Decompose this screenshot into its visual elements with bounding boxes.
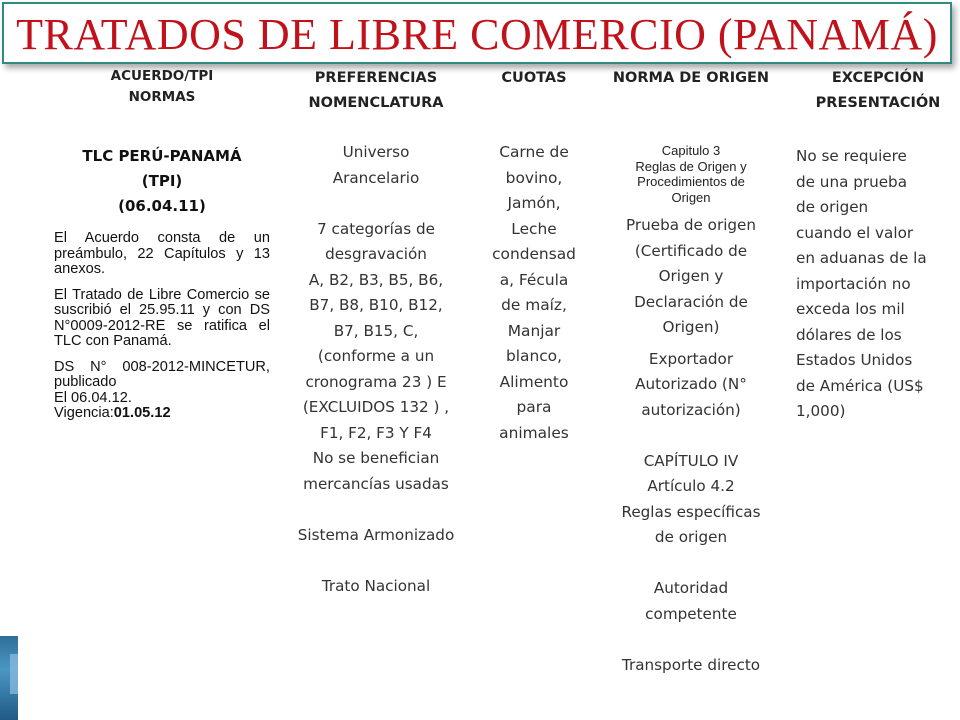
text-line: A, B2, B3, B5, B6, (308, 270, 444, 289)
text-line: Transporte directo (621, 655, 761, 674)
text-line: de América (US$ (796, 376, 924, 395)
text-line: (conforme a un (317, 347, 435, 365)
text-line: Declaración de (634, 292, 748, 311)
text-line (280, 191, 472, 217)
text-line: No se benefician (312, 449, 440, 467)
text-line: Autoridad (653, 579, 729, 597)
text-line (600, 627, 782, 653)
text-line: cronograma 23 ) E (305, 372, 447, 391)
text-line: cuando el valor (796, 223, 914, 242)
header-line: NORMAS (128, 89, 196, 105)
text-line: Manjar (507, 321, 561, 340)
text-line: mercancías usadas (303, 474, 449, 493)
text-line: Exportador (648, 349, 734, 368)
text-line: Sistema Armonizado (297, 525, 455, 544)
text-line: Alimento (499, 372, 569, 391)
header-line: PREFERENCIAS (314, 70, 438, 86)
header-line: CUOTAS (501, 70, 567, 86)
text-line: No se requiere (796, 147, 907, 165)
agreement-name (54, 144, 270, 219)
text-line: (EXCLUIDOS 132 ) , (302, 398, 450, 416)
column-excepcion (796, 66, 960, 425)
ds-vigencia (54, 406, 270, 422)
text-line: a, Fécula (499, 270, 569, 289)
text-line: Reglas específicas (621, 502, 761, 521)
text-line: B7, B8, B10, B12, (309, 296, 443, 314)
agreement-type: (TPI) (141, 172, 183, 190)
header-line: NORMA DE ORIGEN (612, 70, 770, 86)
text-line: Autorizado (N° (635, 375, 747, 393)
text-line: en aduanas de la (796, 249, 927, 267)
text-line: importación no (796, 274, 911, 293)
text-line: Carne de (499, 143, 569, 161)
norma-origen-content (600, 213, 782, 678)
header-line: EXCEPCIÓN (831, 70, 925, 86)
text-line: CAPÍTULO IV (643, 451, 739, 470)
ds-date: El 06.04.12. (54, 389, 132, 406)
paragraph-ds (54, 360, 270, 422)
text-line: dólares de los (796, 325, 902, 344)
header-line: PRESENTACIÓN (815, 95, 941, 111)
agreement-title: TLC PERÚ-PANAMÁ (82, 147, 242, 165)
column-header-excepcion (796, 66, 960, 116)
text-line: Prueba de origen (625, 216, 757, 234)
preferencias-content (280, 140, 472, 599)
text-line: B7, B15, C, (333, 321, 419, 340)
page-title: TRATADOS DE LIBRE COMERCIO (PANAMÁ) (16, 10, 938, 59)
text-line (280, 548, 472, 574)
text-line: Reglas de Origen y (635, 158, 747, 174)
column-acuerdo (54, 66, 270, 422)
vigencia-label: Vigencia: (54, 405, 114, 421)
vigencia-value: 01.05.12 (113, 405, 171, 421)
text-line: blanco, (505, 347, 562, 365)
column-header-norma-origen (600, 66, 782, 91)
header-line: ACUERDO/TPI (110, 68, 214, 84)
text-line: de maíz, (501, 296, 567, 314)
agreement-date: (06.04.11) (118, 197, 206, 215)
text-line: autorización) (641, 400, 741, 419)
text-line: exceda los mil (796, 300, 905, 318)
text-line: Universo (342, 143, 410, 161)
excepcion-content (796, 144, 960, 425)
text-line: condensad (492, 245, 576, 263)
text-line (600, 423, 782, 449)
text-line: de una prueba (796, 172, 907, 191)
text-line: F1, F2, F3 Y F4 (320, 423, 432, 442)
text-line: Artículo 4.2 (647, 477, 735, 495)
column-header-cuotas (488, 66, 580, 91)
text-line: (Certificado de (634, 241, 748, 260)
text-line: Jamón, (507, 194, 561, 212)
text-line: Procedimientos de (637, 174, 745, 189)
text-line: competente (645, 604, 737, 623)
column-header-acuerdo (54, 66, 270, 108)
text-line: Arancelario (332, 168, 420, 187)
text-line: Estados Unidos (796, 351, 913, 369)
chapter-reference (600, 143, 782, 205)
text-line: Origen y (658, 267, 724, 285)
text-line: animales (499, 423, 569, 442)
column-norma-origen (600, 66, 782, 678)
text-line: bovino, (505, 168, 563, 187)
text-line: Origen) (662, 318, 720, 336)
text-line: de origen (796, 198, 869, 216)
text-line: 7 categorías de (317, 219, 435, 238)
text-line: para (516, 398, 552, 416)
column-header-preferencias (280, 66, 472, 116)
text-line: Origen (671, 189, 711, 205)
column-cuotas (488, 66, 580, 446)
decorative-corner-image (0, 636, 18, 720)
title-banner (2, 2, 952, 64)
text-line: Capitulo 3 (661, 143, 721, 158)
paragraph-structure: El Acuerdo consta de un preámbulo, 22 Capítulos y 13 anexos. (54, 230, 270, 277)
text-line: Trato Nacional (321, 576, 431, 595)
ds-line: DS N° 008-2012-MINCETUR, publicado (54, 358, 270, 390)
paragraph-signed: El Tratado de Libre Comercio se suscribió el 25.95.11 y con DS N°0009-2012-RE se ratifica el TLC con Panamá. (54, 286, 270, 349)
text-line (280, 497, 472, 523)
column-preferencias (280, 66, 472, 599)
text-line: de origen (654, 528, 728, 546)
text-line: desgravación (325, 245, 427, 263)
text-line: 1,000) (796, 402, 846, 420)
text-line (600, 551, 782, 577)
header-line: NOMENCLATURA (308, 95, 444, 111)
cuotas-content (488, 140, 580, 446)
text-line: Leche (511, 219, 557, 238)
